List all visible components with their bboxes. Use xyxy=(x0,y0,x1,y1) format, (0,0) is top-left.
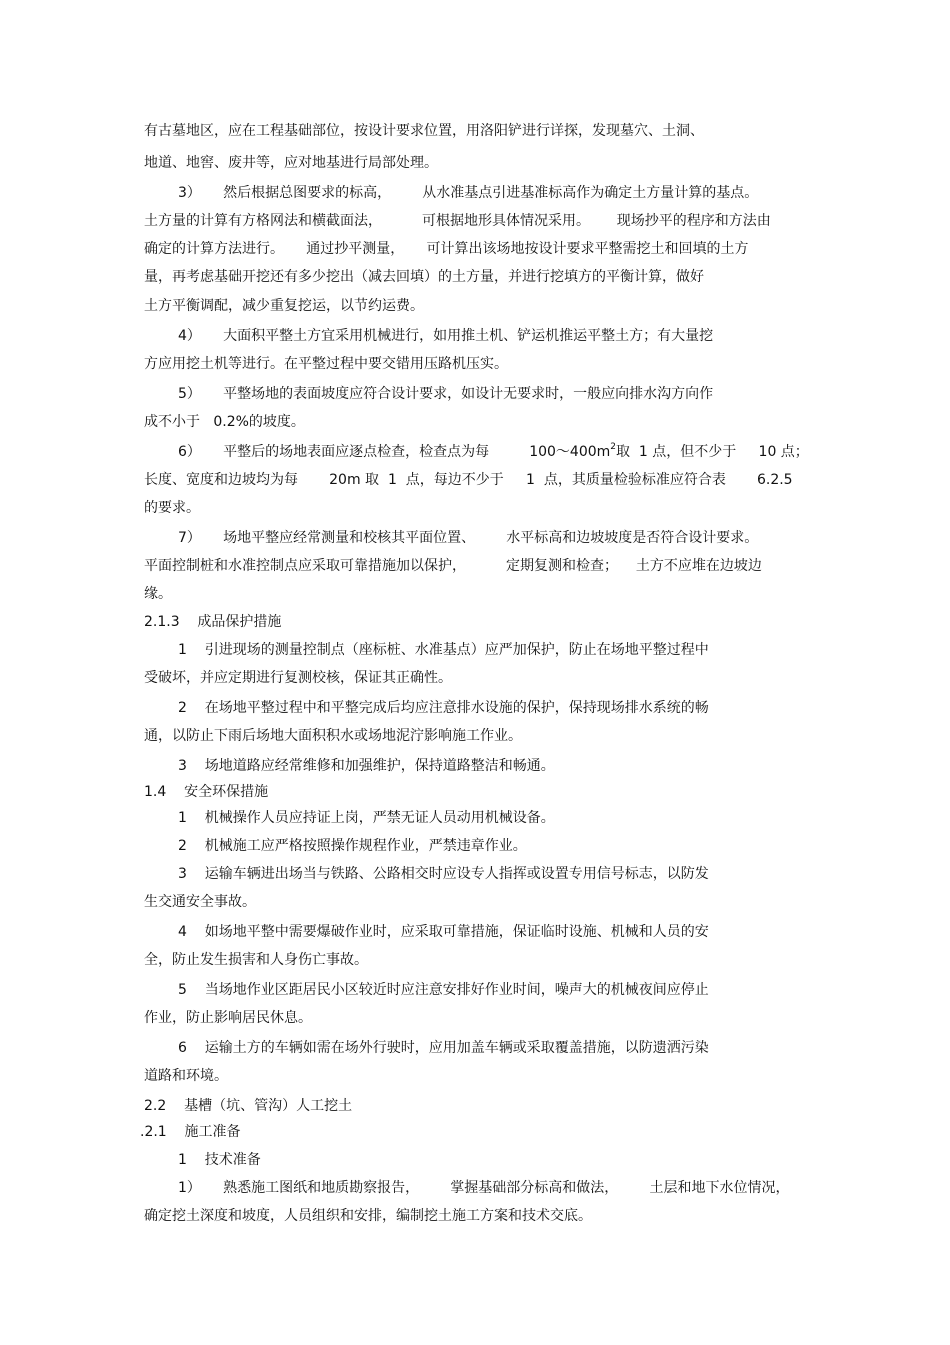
text-line: 确定挖土深度和坡度，人员组织和安排，编制挖土施工方案和技术交底。 xyxy=(144,1208,592,1224)
text-line: 3） 然后根据总图要求的标高， 从水准基点引进基准标高作为确定土方量计算的基点。 xyxy=(178,185,759,201)
section-heading: 2.1.3 成品保护措施 xyxy=(144,614,282,630)
text-line: 4） 大面积平整土方宜采用机械进行，如用推土机、铲运机推运平整土方；有大量挖 xyxy=(178,328,714,344)
text-line: 道路和环境。 xyxy=(144,1068,228,1084)
text-line-part: 取 1 点，但不少于 10 点； xyxy=(616,444,809,460)
text-line: 1 机械操作人员应持证上岗，严禁无证人员动用机械设备。 xyxy=(178,810,555,826)
text-line: 3 运输车辆进出场当与铁路、公路相交时应设专人指挥或设置专用信号标志，以防发 xyxy=(178,866,709,882)
section-heading: .2.1 施工准备 xyxy=(140,1124,241,1140)
text-line: 5 当场地作业区距居民小区较近时应注意安排好作业时间，噪声大的机械夜间应停止 xyxy=(178,982,709,998)
text-line-part: 6） 平整后的场地表面应逐点检查，检查点为每 100～400m xyxy=(178,444,611,460)
text-line: 地道、地窖、废井等，应对地基进行局部处理。 xyxy=(144,155,438,171)
text-line: 2 在场地平整过程中和平整完成后均应注意排水设施的保护，保持现场排水系统的畅 xyxy=(178,700,709,716)
text-line: 1 引进现场的测量控制点（座标桩、水准基点）应严加保护，防止在场地平整过程中 xyxy=(178,642,709,658)
section-heading: 2.2 基槽（坑、管沟）人工挖土 xyxy=(144,1098,353,1114)
text-line: 1） 熟悉施工图纸和地质勘察报告， 掌握基础部分标高和做法， 土层和地下水位情况， xyxy=(178,1180,790,1196)
text-line: 4 如场地平整中需要爆破作业时，应采取可靠措施，保证临时设施、机械和人员的安 xyxy=(178,924,709,940)
text-line: 5） 平整场地的表面坡度应符合设计要求，如设计无要求时，一般应向排水沟方向作 xyxy=(178,386,714,402)
text-line: 7） 场地平整应经常测量和校核其平面位置、 水平标高和边坡坡度是否符合设计要求。 xyxy=(178,530,759,546)
text-line: 土方平衡调配，减少重复挖运，以节约运费。 xyxy=(144,298,424,314)
text-line: 作业，防止影响居民休息。 xyxy=(144,1010,312,1026)
text-line: 通，以防止下雨后场地大面积积水或场地泥泞影响施工作业。 xyxy=(144,728,522,744)
text-line: 长度、宽度和边坡均为每 20m 取 1 点，每边不少于 1 点，其质量检验标准应符合表 6.2.5 xyxy=(144,472,793,488)
text-line: 确定的计算方法进行。 通过抄平测量， 可计算出该场地按设计要求平整需挖土和回填的土方 xyxy=(144,241,749,257)
text-line: 有古墓地区，应在工程基础部位，按设计要求位置，用洛阳铲进行详探，发现墓穴、土洞、 xyxy=(144,123,704,139)
text-line: 生交通安全事故。 xyxy=(144,894,256,910)
section-heading: 1.4 安全环保措施 xyxy=(144,784,269,800)
text-line xyxy=(178,442,809,462)
text-line: 平面控制桩和水准控制点应采取可靠措施加以保护， 定期复测和检查； 土方不应堆在边坡边 xyxy=(144,558,762,574)
text-line: 成不小于 0.2%的坡度。 xyxy=(144,414,305,430)
text-line: 的要求。 xyxy=(144,500,200,516)
text-line: 土方量的计算有方格网法和横截面法， 可根据地形具体情况采用。 现场抄平的程序和方法由 xyxy=(144,213,771,229)
text-line: 2 机械施工应严格按照操作规程作业，严禁违章作业。 xyxy=(178,838,527,854)
text-line: 全，防止发生损害和人身伤亡事故。 xyxy=(144,952,368,968)
superscript: 2 xyxy=(610,442,617,452)
subsection-heading: 1 技术准备 xyxy=(178,1152,261,1168)
text-line: 量，再考虑基础开挖还有多少挖出（减去回填）的土方量，并进行挖填方的平衡计算，做好 xyxy=(144,269,704,285)
text-line: 6 运输土方的车辆如需在场外行驶时，应用加盖车辆或采取覆盖措施，以防遗洒污染 xyxy=(178,1040,709,1056)
text-line: 缘。 xyxy=(144,586,172,602)
text-line: 受破坏，并应定期进行复测校核，保证其正确性。 xyxy=(144,670,452,686)
text-line: 3 场地道路应经常维修和加强维护，保持道路整洁和畅通。 xyxy=(178,758,555,774)
text-line: 方应用挖土机等进行。在平整过程中要交错用压路机压实。 xyxy=(144,356,508,372)
